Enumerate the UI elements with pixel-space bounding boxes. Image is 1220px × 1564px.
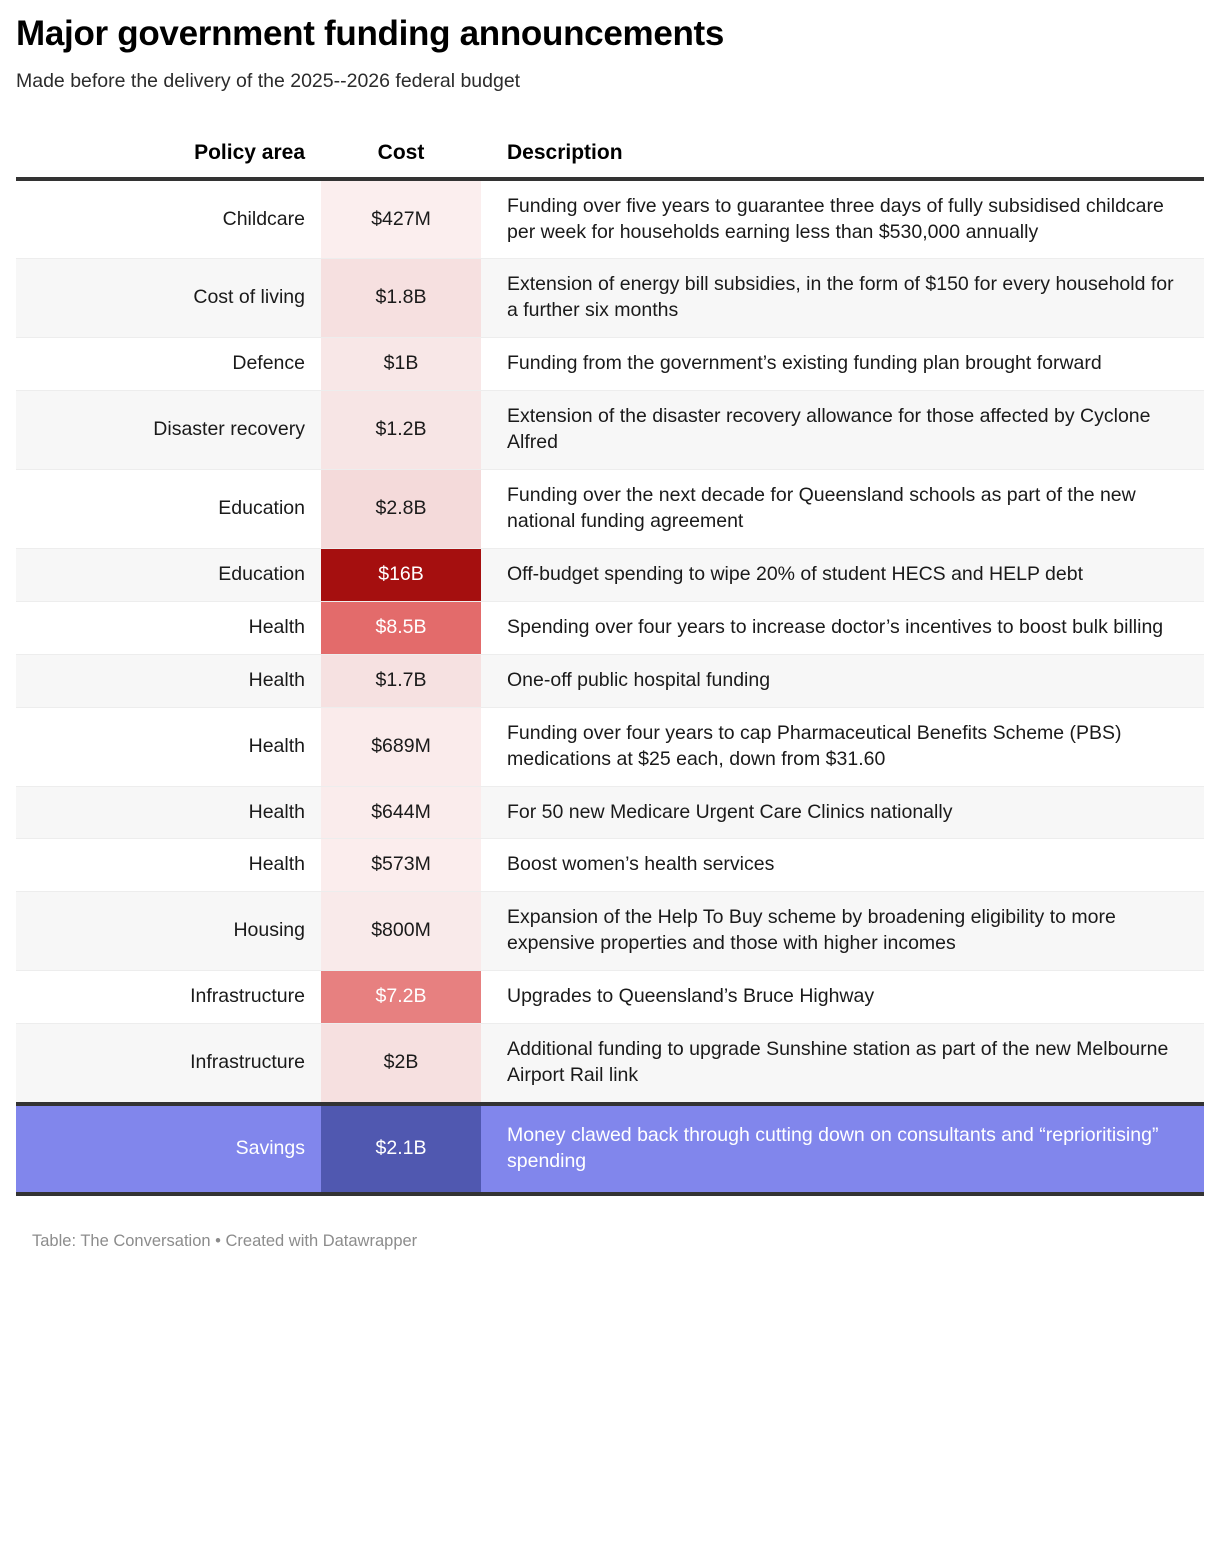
- cell-cost: $1B: [321, 338, 481, 391]
- cell-description: Money clawed back through cutting down on consultants and “reprioritising” spending: [481, 1104, 1204, 1194]
- cell-policy-area: Childcare: [16, 179, 321, 259]
- cell-cost: $800M: [321, 892, 481, 971]
- cell-description: Funding over four years to cap Pharmaceutical Benefits Scheme (PBS) medications at $25 each, down from $31.60: [481, 707, 1204, 786]
- cell-cost: $2.8B: [321, 470, 481, 549]
- cell-description: Upgrades to Queensland’s Bruce Highway: [481, 971, 1204, 1024]
- table-row: [16, 259, 1204, 338]
- table-row: [16, 548, 1204, 601]
- cell-cost: $1.7B: [321, 654, 481, 707]
- cell-policy-area: Health: [16, 786, 321, 839]
- table-credit: Table: The Conversation • Created with Datawrapper: [32, 1231, 418, 1250]
- cell-policy-area: Health: [16, 654, 321, 707]
- cell-policy-area: Health: [16, 601, 321, 654]
- table-row: [16, 338, 1204, 391]
- cell-description: Spending over four years to increase doctor’s incentives to boost bulk billing: [481, 601, 1204, 654]
- cell-policy-area: Defence: [16, 338, 321, 391]
- cell-description: Funding over five years to guarantee three days of fully subsidised childcare per week for households earning less than $530,000 annually: [481, 179, 1204, 259]
- cell-policy-area: Cost of living: [16, 259, 321, 338]
- cell-cost: $2.1B: [321, 1104, 481, 1194]
- cell-cost: $573M: [321, 839, 481, 892]
- cell-policy-area: Education: [16, 548, 321, 601]
- cell-cost: $427M: [321, 179, 481, 259]
- cell-policy-area: Infrastructure: [16, 1024, 321, 1104]
- table-row: [16, 892, 1204, 971]
- page-title: Major government funding announcements: [16, 14, 725, 53]
- cell-description: Funding from the government’s existing funding plan brought forward: [481, 338, 1204, 391]
- cell-policy-area: Education: [16, 470, 321, 549]
- cell-cost: $7.2B: [321, 971, 481, 1024]
- cell-cost: $644M: [321, 786, 481, 839]
- column-header-description[interactable]: Description: [481, 141, 1204, 179]
- table-row: [16, 1104, 1204, 1194]
- cell-description: Extension of energy bill subsidies, in the form of $150 for every household for a further six months: [481, 259, 1204, 338]
- table-row: [16, 1024, 1204, 1104]
- column-header-policy-area[interactable]: Policy area: [16, 141, 321, 179]
- funding-table: [16, 141, 1204, 1196]
- table-row: [16, 391, 1204, 470]
- cell-description: Boost women’s health services: [481, 839, 1204, 892]
- table-row: [16, 654, 1204, 707]
- table-row: [16, 707, 1204, 786]
- table-row: [16, 470, 1204, 549]
- table-head: [16, 141, 1204, 179]
- cell-cost: $1.8B: [321, 259, 481, 338]
- table-body: [16, 179, 1204, 1194]
- header-row: [16, 141, 1204, 179]
- cell-policy-area: Disaster recovery: [16, 391, 321, 470]
- table-row: [16, 601, 1204, 654]
- table-row: [16, 971, 1204, 1024]
- cell-policy-area: Housing: [16, 892, 321, 971]
- cell-description: Off-budget spending to wipe 20% of student HECS and HELP debt: [481, 548, 1204, 601]
- cell-cost: $8.5B: [321, 601, 481, 654]
- column-header-cost[interactable]: Cost: [321, 141, 481, 179]
- cell-cost: $2B: [321, 1024, 481, 1104]
- cell-policy-area: Health: [16, 707, 321, 786]
- cell-description: Additional funding to upgrade Sunshine station as part of the new Melbourne Airport Rail link: [481, 1024, 1204, 1104]
- cell-cost: $689M: [321, 707, 481, 786]
- page-subtitle: Made before the delivery of the 2025--2026 federal budget: [16, 70, 521, 93]
- cell-description: Extension of the disaster recovery allowance for those affected by Cyclone Alfred: [481, 391, 1204, 470]
- cell-cost: $16B: [321, 548, 481, 601]
- cell-description: Funding over the next decade for Queensland schools as part of the new national funding agreement: [481, 470, 1204, 549]
- table-row: [16, 786, 1204, 839]
- table-row: [16, 839, 1204, 892]
- cell-policy-area: Infrastructure: [16, 971, 321, 1024]
- cell-description: For 50 new Medicare Urgent Care Clinics nationally: [481, 786, 1204, 839]
- cell-policy-area: Health: [16, 839, 321, 892]
- cell-description: One-off public hospital funding: [481, 654, 1204, 707]
- cell-cost: $1.2B: [321, 391, 481, 470]
- cell-description: Expansion of the Help To Buy scheme by broadening eligibility to more expensive properties and those with higher incomes: [481, 892, 1204, 971]
- cell-policy-area: Savings: [16, 1104, 321, 1194]
- table-row: [16, 179, 1204, 259]
